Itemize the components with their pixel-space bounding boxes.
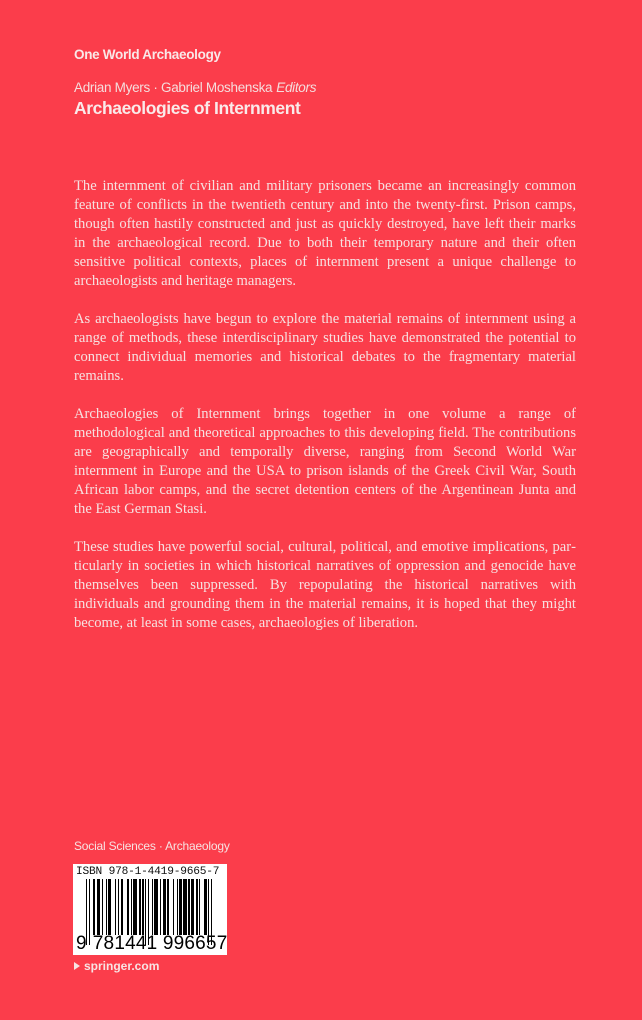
blurb-paragraph-3: Archaeologies of Internment brings together in one volume a range of methodological and theoretical approaches to this developing field. The contributions are geographically and temporally diverse, ranging from Second World War internment in Europe and the USA to prison islands of the Greek Civil War, South African labor camps, and the secret detention centers of the Argentinean Junta and the East German Stasi. <box>74 406 576 517</box>
barcode-digit-prefix: 9 <box>76 933 87 954</box>
editors-line <box>74 80 316 95</box>
blurb <box>74 177 576 633</box>
barcode-digits <box>76 934 227 954</box>
editors-role: Editors <box>276 80 317 95</box>
book-title: Archaeologies of Internment <box>74 98 301 118</box>
series-name: One World Archaeology <box>74 47 221 62</box>
publisher-website-label: springer.com <box>84 959 160 973</box>
barcode-bars <box>86 879 212 935</box>
blurb-paragraph-2: As archaeologists have begun to explore the material remains of internment using a range of methods, these interdisciplinary studies have demonstrated the potential to connect individual memories and historical debates to the fragmentary material remains. <box>74 311 576 384</box>
triangle-right-icon <box>74 962 80 970</box>
editor-names: Adrian Myers · Gabriel Moshenska <box>74 80 273 95</box>
isbn-label: ISBN 978-1-4419-9665-7 <box>76 866 220 878</box>
publisher-website-link[interactable] <box>74 959 159 973</box>
blurb-paragraph-4: These studies have powerful social, cultural, political, and emotive implications, particularly in societies in which historical narratives of oppression and genocide have themselves been suppressed. By repopulating the historical narratives with individuals and grounding them in the material remains, it is hoped that they might become, at least in some cases, archaeologies of liberation. <box>74 539 576 631</box>
barcode-digit-groups: 781441 996657 <box>92 933 228 954</box>
subject-category: Social Sciences · Archaeology <box>74 839 230 853</box>
isbn-barcode <box>73 864 227 955</box>
blurb-paragraph-1: The internment of civilian and military prisoners became an increasingly common feature of conflicts in the twentieth century and into the twenty-first. Prison camps, though often hastily constructed and just as quickly destroyed, have left their marks in the archaeological record. Due to both their temporary nature and their often sensitive political contexts, places of internment present a unique challenge to archaeologists and heritage managers. <box>74 178 576 289</box>
